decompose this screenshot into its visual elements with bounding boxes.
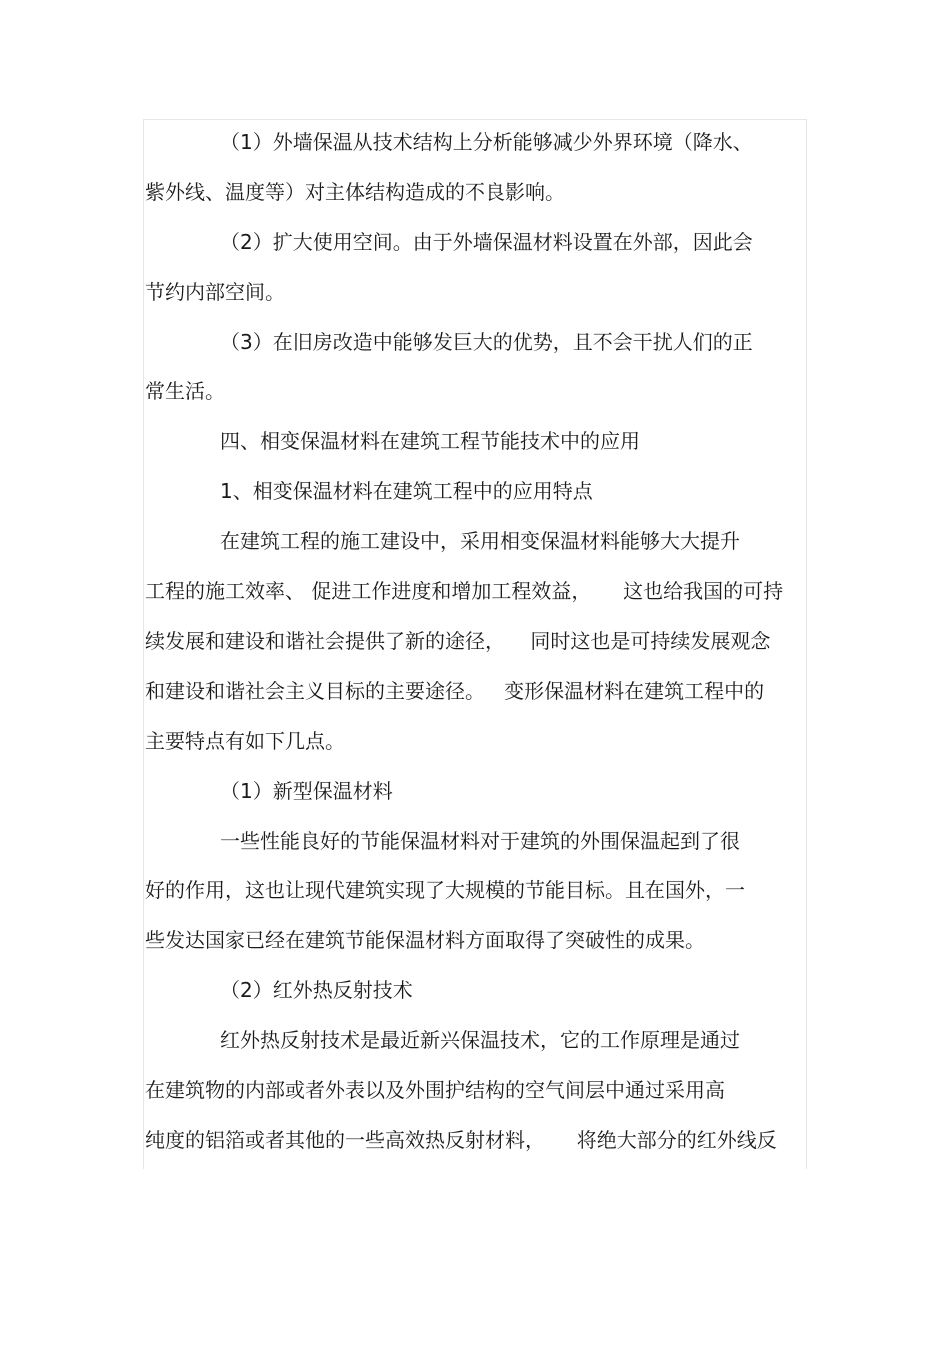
paragraph-line-5: （3）在旧房改造中能够发巨大的优势，且不会干扰人们的正 xyxy=(220,330,753,354)
subsection-heading: 1、相变保温材料在建筑工程中的应用特点 xyxy=(220,479,593,503)
paragraph-line-19: 红外热反射技术是最近新兴保温技术，它的工作原理是通过 xyxy=(220,1028,740,1052)
paragraph-line-9: 在建筑工程的施工建设中，采用相变保温材料能够大大提升 xyxy=(220,529,740,553)
paragraph-line-11: 续发展和建设和谐社会提供了新的途径， 同时这也是可持续发展观念 xyxy=(145,629,771,653)
paragraph-line-16: 好的作用，这也让现代建筑实现了大规模的节能目标。且在国外，一 xyxy=(145,878,745,902)
paragraph-line-15: 一些性能良好的节能保温材料对于建筑的外围保温起到了很 xyxy=(220,829,740,853)
paragraph-line-13: 主要特点有如下几点。 xyxy=(145,729,345,753)
paragraph-line-12: 和建设和谐社会主义目标的主要途径。 变形保温材料在建筑工程中的 xyxy=(145,679,765,703)
paragraph-line-10: 工程的施工效率、 促进工作进度和增加工程效益， 这也给我国的可持 xyxy=(145,579,784,603)
paragraph-line-3: （2）扩大使用空间。由于外墙保温材料设置在外部，因此会 xyxy=(220,230,753,254)
paragraph-line-20: 在建筑物的内部或者外表以及外围护结构的空气间层中通过采用高 xyxy=(145,1078,725,1102)
section-heading: 四、相变保温材料在建筑工程节能技术中的应用 xyxy=(220,429,640,453)
paragraph-line-6: 常生活。 xyxy=(145,379,225,403)
paragraph-line-4: 节约内部空间。 xyxy=(145,280,285,304)
paragraph-line-17: 些发达国家已经在建筑节能保温材料方面取得了突破性的成果。 xyxy=(145,928,705,952)
paragraph-line-21: 纯度的铝箔或者其他的一些高效热反射材料， 将绝大部分的红外线反 xyxy=(145,1128,777,1152)
item-heading-2: （2）红外热反射技术 xyxy=(220,978,413,1002)
paragraph-line-1: （1）外墙保温从技术结构上分析能够减少外界环境（降水、 xyxy=(220,130,753,154)
item-heading-1: （1）新型保温材料 xyxy=(220,779,393,803)
paragraph-line-2: 紫外线、温度等）对主体结构造成的不良影响。 xyxy=(145,180,565,204)
